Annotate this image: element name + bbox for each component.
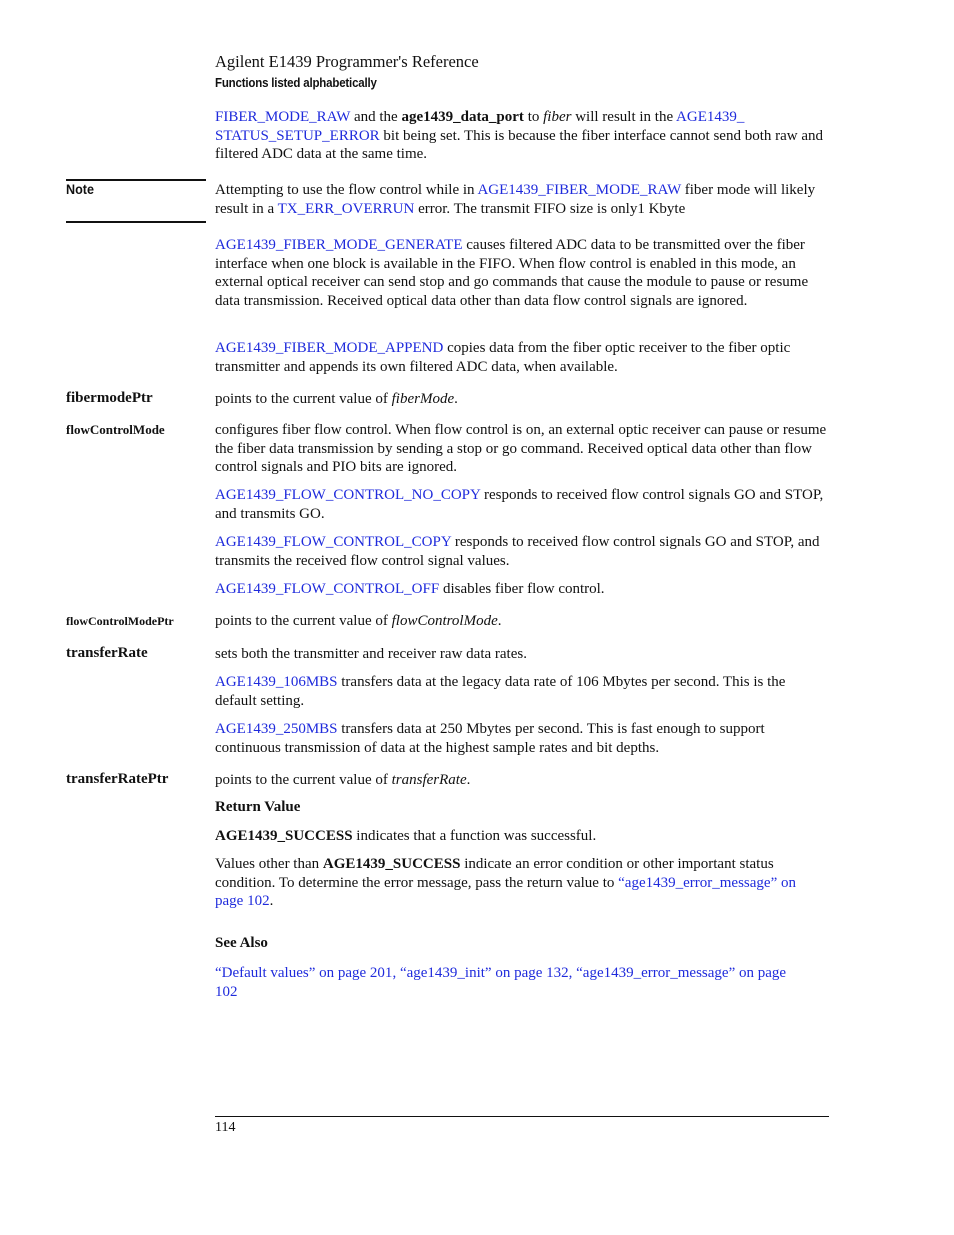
flow-control-off-paragraph: AGE1439_FLOW_CONTROL_OFF disables fiber flow control.: [215, 581, 605, 597]
transferrate-desc: sets both the transmitter and receiver raw data rates.: [215, 646, 527, 662]
note-label: Note: [66, 181, 95, 197]
page-number: 114: [215, 1120, 236, 1135]
link-status-setup-error[interactable]: AGE1439_ STATUS_SETUP_ERROR: [215, 109, 745, 144]
transfer-250mbs-paragraph: AGE1439_250MBS transfers data at 250 Mbytes per second. This is fast enough to support continuous transmission of data at the highest sample rates and bit depths.: [215, 721, 765, 756]
footer-rule: [215, 1116, 829, 1117]
link-fiber-mode-raw[interactable]: FIBER_MODE_RAW: [215, 109, 351, 125]
link-flow-control-no-copy[interactable]: AGE1439_FLOW_CONTROL_NO_COPY: [215, 487, 481, 503]
flowcontrolmodeptr-desc: points to the current value of flowControlMode.: [215, 613, 502, 629]
return-success-paragraph: AGE1439_SUCCESS indicates that a function was successful.: [215, 828, 597, 844]
flowcontrolmode-desc: configures fiber flow control. When flow control is on, an external optic receiver can pause or resume the fiber data transmission by sending a stop or go command. Received optical data other than flow control signals and PIO bits are ignored.: [215, 422, 827, 476]
transfer-106mbs-paragraph: AGE1439_106MBS transfers data at the legacy data rate of 106 Mbytes per second. This is the default setting.: [215, 674, 786, 709]
fiber-mode-raw-paragraph: FIBER_MODE_RAW and the age1439_data_port to fiber will result in the AGE1439_ STATUS_SETUP_ERROR bit being set. This is because the fiber interface cannot send both raw and filtered ADC data at the same time.: [215, 109, 823, 163]
fiber-mode-append-paragraph: AGE1439_FIBER_MODE_APPEND copies data from the fiber optic receiver to the fiber optic transmitter and appends its own filtered ADC data, when available.: [215, 340, 791, 375]
note-bottom-rule: [66, 221, 206, 223]
page-header-title: Agilent E1439 Programmer's Reference: [215, 52, 479, 71]
link-tx-err-overrun[interactable]: TX_ERR_OVERRUN: [277, 200, 415, 217]
return-value-heading: Return Value: [215, 799, 301, 815]
flow-control-copy-paragraph: AGE1439_FLOW_CONTROL_COPY responds to received flow control signals GO and STOP, and transmits the received flow control signal values.: [215, 534, 820, 569]
term-fibermodeptr: fibermodePtr: [66, 390, 153, 406]
fibermodeptr-desc: points to the current value of fiberMode.: [215, 391, 458, 407]
link-106mbs[interactable]: AGE1439_106MBS: [215, 674, 338, 690]
link-age1439-init[interactable]: “age1439_init” on page 132: [399, 965, 569, 981]
link-fiber-mode-append[interactable]: AGE1439_FIBER_MODE_APPEND: [215, 340, 444, 356]
link-flow-control-off[interactable]: AGE1439_FLOW_CONTROL_OFF: [215, 581, 440, 597]
term-transferrateptr: transferRatePtr: [66, 771, 169, 787]
flow-control-no-copy-paragraph: AGE1439_FLOW_CONTROL_NO_COPY responds to received flow control signals GO and STOP, and transmits GO.: [215, 487, 824, 522]
term-flowcontrolmodeptr: flowControlModePtr: [66, 614, 174, 628]
link-default-values[interactable]: “Default values” on page 201: [215, 965, 393, 981]
link-error-message[interactable]: “age1439_error_message” on page 102: [215, 965, 787, 1000]
see-also-heading: See Also: [215, 935, 268, 951]
term-flowcontrolmode: flowControlMode: [66, 422, 165, 437]
link-fiber-mode-generate[interactable]: AGE1439_FIBER_MODE_GENERATE: [215, 237, 463, 253]
see-also-links: “Default values” on page 201, “age1439_init” on page 132, “age1439_error_message” on page 102: [215, 965, 787, 1000]
term-transferrate: transferRate: [66, 645, 148, 661]
link-fiber-mode-raw-note[interactable]: AGE1439_FIBER_MODE_RAW: [477, 182, 681, 198]
link-flow-control-copy[interactable]: AGE1439_FLOW_CONTROL_COPY: [215, 534, 452, 550]
fiber-mode-generate-paragraph: AGE1439_FIBER_MODE_GENERATE causes filtered ADC data to be transmitted over the fiber interface when one block is available in the FIFO. When flow control is enabled in this mode, an external optical receiver can send stop and go commands that cause the module to pause or resume data transmission. Received optical data other than data flow control signals are ignored.: [215, 237, 809, 310]
link-250mbs[interactable]: AGE1439_250MBS: [215, 721, 338, 737]
link-error-message-page-102[interactable]: “age1439_error_message” on page 102: [215, 874, 796, 910]
note-text: Attempting to use the flow control while in AGE1439_FIBER_MODE_RAW fiber mode will likely result in a TX_ERR_OVERRUN error. The transmit FIFO size is only1 Kbyte: [215, 182, 816, 217]
transferrateptr-desc: points to the current value of transferRate.: [215, 772, 471, 788]
return-values-other-paragraph: Values other than AGE1439_SUCCESS indicate an error condition or other important status condition. To determine the error message, pass the return value to “age1439_error_message” on page 102.: [215, 856, 796, 910]
page-header-subtitle: Functions listed alphabetically: [215, 76, 377, 90]
